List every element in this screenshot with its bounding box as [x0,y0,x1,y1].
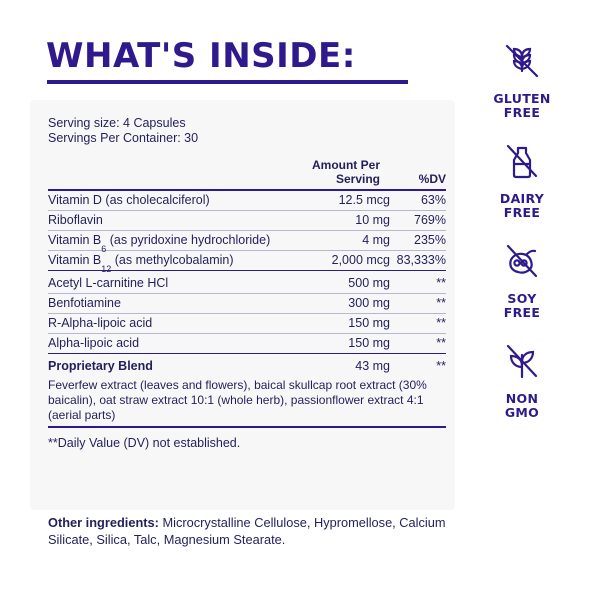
table-row [48,251,446,271]
page-title: WHAT'S INSIDE: [46,36,356,76]
other-ingredients-text: Microcrystalline Cellulose, Hypromellose, Calcium Silicate, Silica, Talc, Magnesium Stearate. [48,515,446,547]
table-row [48,314,446,334]
badge-caption-line1: GLUTEN [493,91,551,106]
nutrition-table [48,156,446,428]
table-row [48,231,446,251]
badge-list [462,36,582,436]
badge-caption-line2: FREE [503,304,541,320]
badge-caption-line2: GMO [504,404,540,420]
title-underline [47,80,408,84]
nutrient-name-main: Vitamin B [48,253,102,267]
nutrient-name: R-Alpha-lipoic acid [48,314,304,334]
blend-name: Proprietary Blend [48,359,153,373]
blend-amount: 43 mg [355,359,390,373]
other-ingredients [48,514,458,548]
nutrient-name [48,251,304,274]
nutrient-dv: ** [390,294,446,314]
nutrient-dv: 769% [390,211,446,231]
badge-gluten-free [462,36,582,119]
col-header-dv: %DV [390,156,446,190]
badge-caption-line2: FREE [503,104,541,120]
badge-caption [462,292,582,319]
table-row [48,294,446,314]
blend-dv: ** [436,359,446,373]
nutrient-amount: 4 mg [304,231,390,251]
table-row [48,211,446,231]
nutrient-amount: 10 mg [304,211,390,231]
badge-non-gmo [462,336,582,419]
nutrient-name-rest: (as methylcobalamin) [111,253,234,267]
table-row [48,190,446,211]
nutrient-name: Riboflavin [48,211,304,231]
nutrient-amount: 500 mg [304,271,390,294]
blend-description: Feverfew extract (leaves and flowers), baical skullcap root extract (30% baicalin), oat straw extract 10:1 (whole herb), passionflower extract 4:1 (aerial parts) [48,376,446,427]
nutrient-dv: ** [390,271,446,294]
badge-caption [462,192,582,219]
serving-size: Serving size: 4 Capsules [48,116,186,130]
table-header-row [48,156,446,190]
badge-caption-line1: SOY [507,291,537,306]
badge-caption [462,392,582,419]
col-header-name [48,156,304,190]
nutrient-name: Acetyl L-carnitine HCl [48,271,304,294]
nutrient-dv: 235% [390,231,446,251]
table-row-blend-desc [48,376,446,427]
nutrient-name: Alpha-lipoic acid [48,334,304,354]
nutrient-amount: 12.5 mcg [304,190,390,211]
nutrient-amount: 150 mg [304,334,390,354]
nutrient-amount: 150 mg [304,314,390,334]
other-ingredients-label: Other ingredients: [48,515,159,530]
col-header-amount: Amount Per Serving [304,156,390,190]
supplement-facts-content [48,116,446,450]
nutrient-name: Vitamin D (as cholecalciferol) [48,190,304,211]
dairy-free-icon [462,136,582,188]
nutrient-dv: 83,333% [390,251,446,271]
non-gmo-icon [462,336,582,388]
nutrient-dv: ** [390,334,446,354]
badge-caption [462,92,582,119]
nutrient-amount: 2,000 mcg [304,251,390,271]
gluten-free-icon [462,36,582,88]
nutrient-name-main: Vitamin B [48,233,102,247]
nutrient-name-subscript: 12 [101,264,112,274]
table-row [48,334,446,354]
servings-per-container: Servings Per Container: 30 [48,131,199,145]
dv-footnote: **Daily Value (DV) not established. [48,436,241,450]
table-row-blend [48,354,446,377]
nutrient-name: Benfotiamine [48,294,304,314]
badge-soy-free [462,236,582,319]
nutrient-name-subscript: 6 [101,244,107,254]
nutrient-amount: 300 mg [304,294,390,314]
badge-dairy-free [462,136,582,219]
nutrient-dv: ** [390,314,446,334]
nutrient-name [48,231,304,254]
badge-caption-line1: NON [505,391,539,406]
badge-caption-line1: DAIRY [499,191,545,206]
soy-free-icon [462,236,582,288]
nutrient-dv: 63% [390,190,446,211]
badge-caption-line2: FREE [503,204,541,220]
nutrient-name-rest: (as pyridoxine hydrochloride) [106,233,271,247]
